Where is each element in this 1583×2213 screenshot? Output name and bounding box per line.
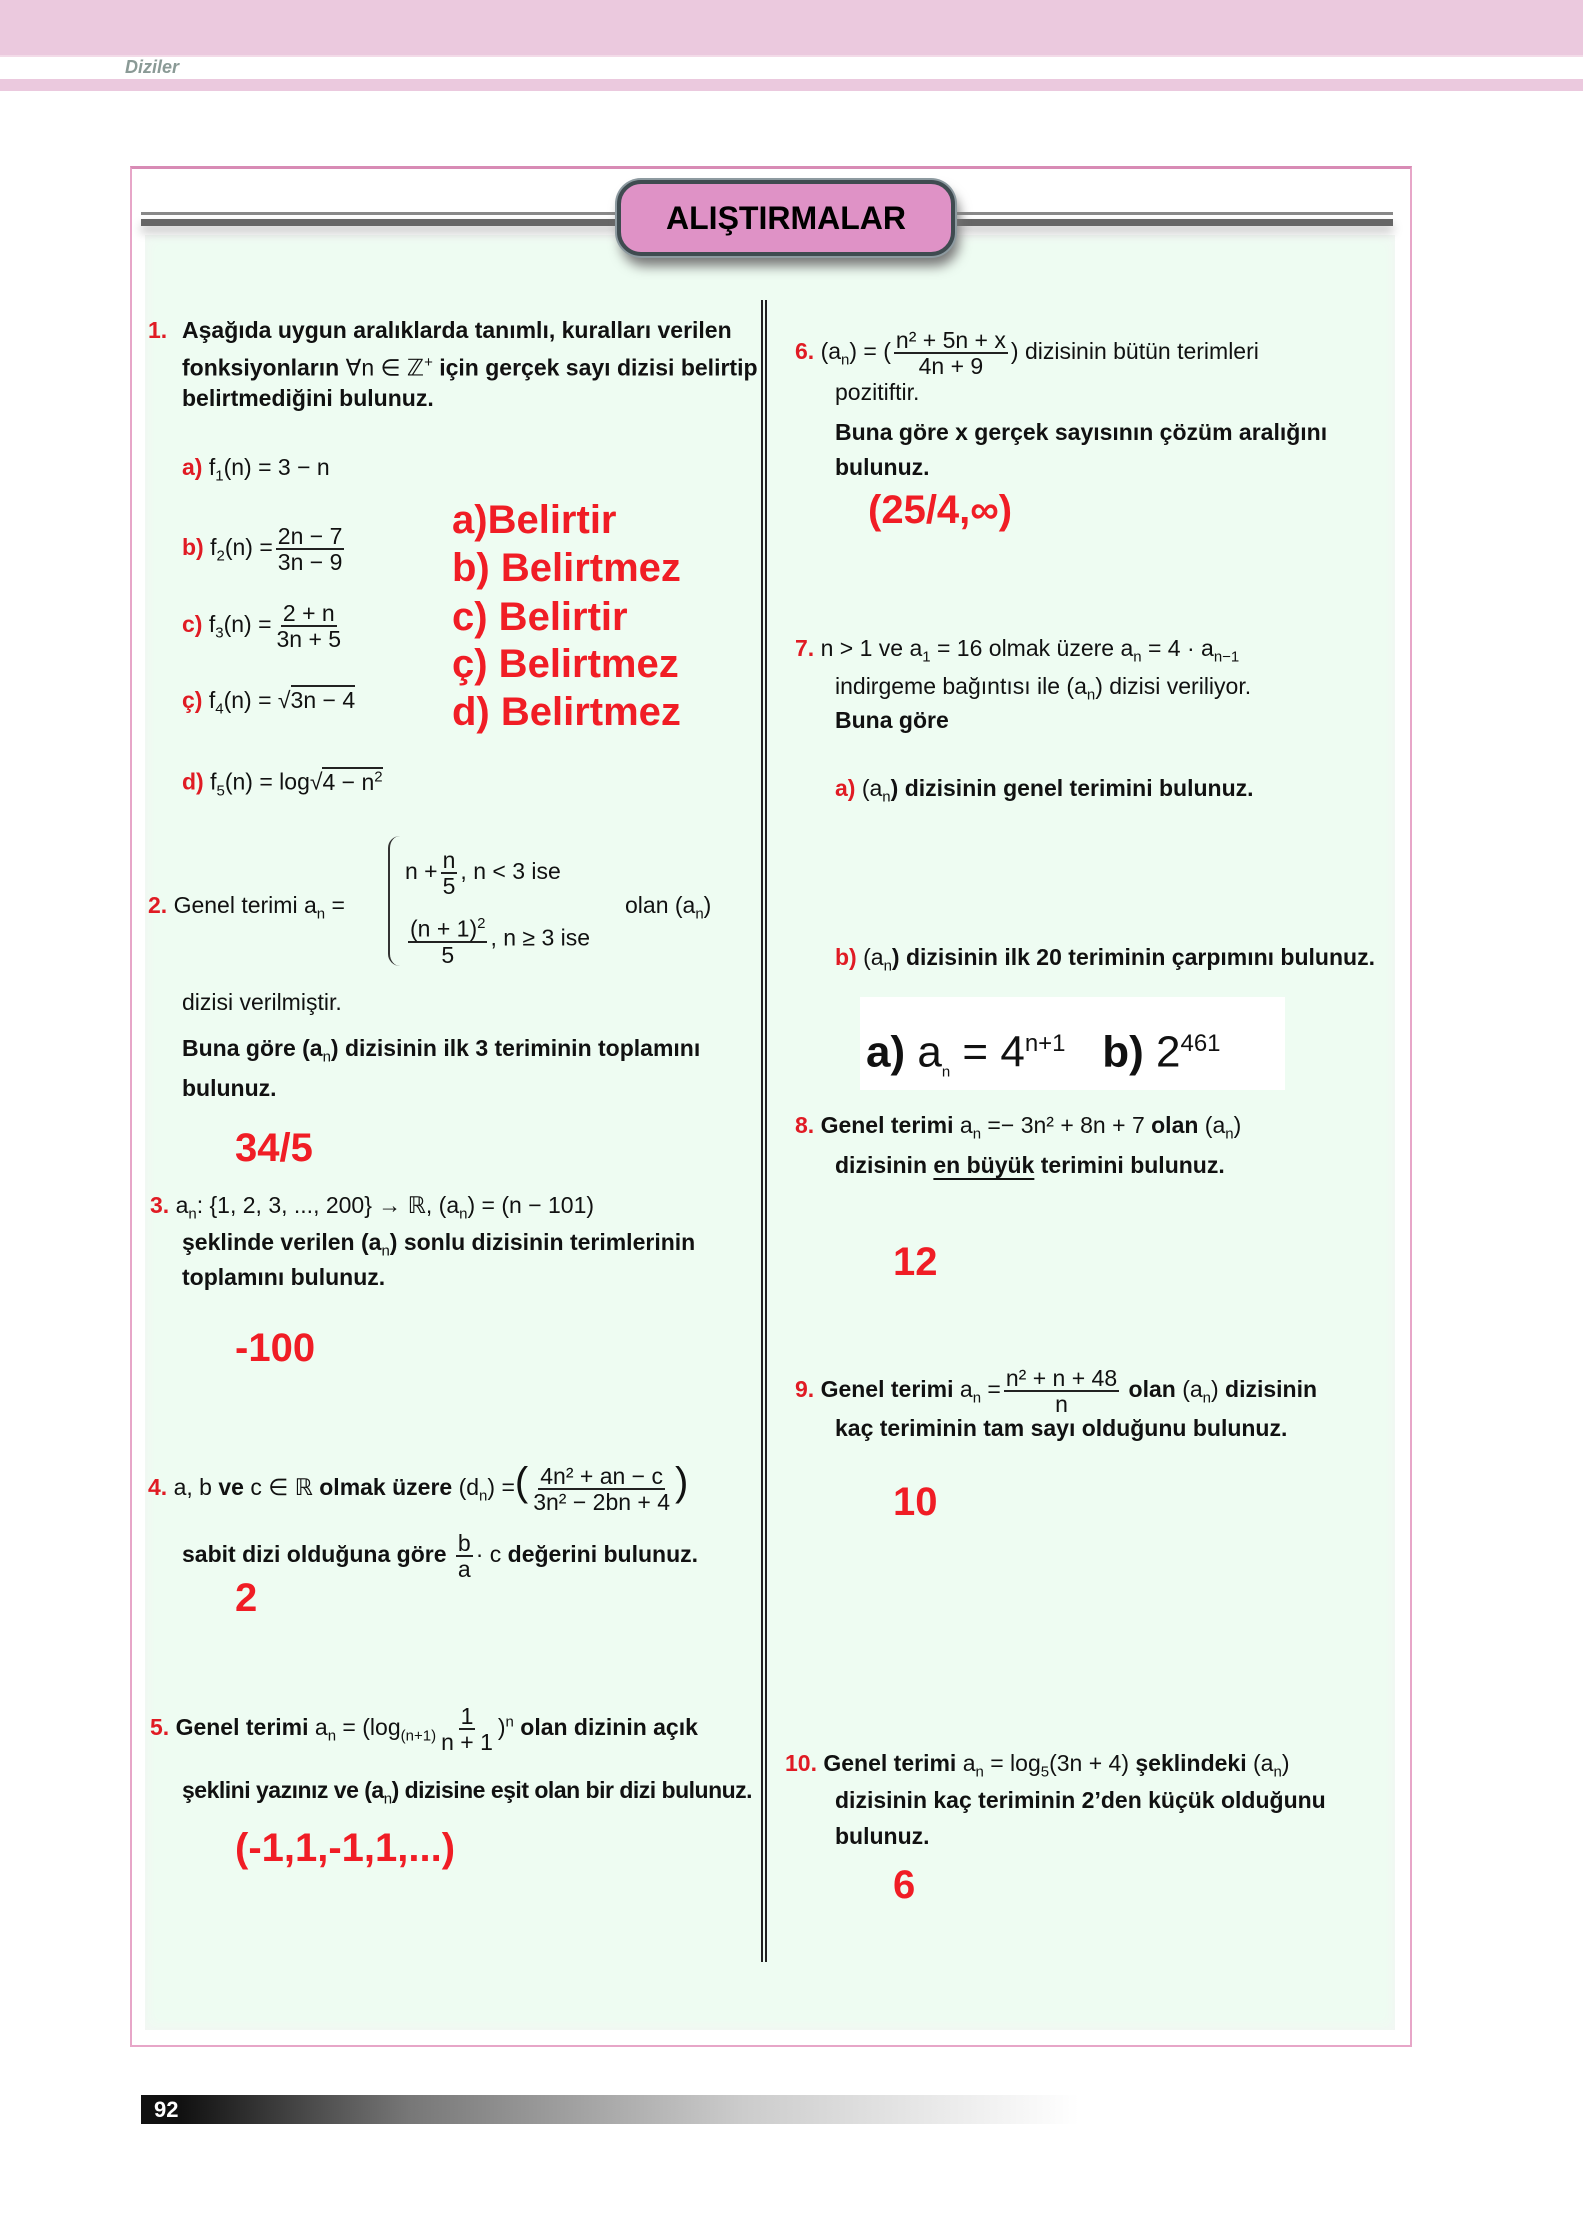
top-band — [0, 0, 1583, 57]
page-footer — [141, 2095, 1481, 2124]
fraction: $\frac{2 + n}{3n + 5}$ — [276, 600, 342, 652]
answer-7-box: a) $a_n = 4^{n+1}$ b) $2^{461}$ — [860, 997, 1285, 1090]
fraction: $\frac{2n - 7}{3n - 9}$ — [277, 523, 343, 575]
q1-item-c-cedilla: ç) $f_4(n) = √3n - 4$ — [182, 687, 356, 718]
answer-8: 12 — [893, 1240, 938, 1284]
piecewise-brace — [388, 836, 400, 966]
q1-line1: Aşağıda uygun aralıklarda tanımlı, kuralları verilen — [182, 317, 732, 343]
answer-1c-cedilla: ç) Belirtmez — [452, 642, 679, 686]
answer-3: -100 — [235, 1326, 316, 1370]
answer-1d: d) Belirtmez — [452, 690, 681, 734]
answer-4: 2 — [235, 1576, 258, 1620]
answer-2: 34/5 — [235, 1126, 313, 1170]
q1-line2: fonksiyonların ∀n ∈ ℤ+ için gerçek sayı dizisi belirtip — [182, 354, 758, 381]
column-divider — [761, 300, 767, 1962]
page-number: 92 — [154, 2097, 179, 2122]
q1-item-b: b) $f_2(n)$ = $\frac{2n - 7}{3n - 9}$ — [182, 523, 343, 575]
chapter-title: Diziler — [125, 57, 180, 77]
answer-5: (-1,1,-1,1,...) — [235, 1826, 456, 1870]
section-title-badge: ALIŞTIRMALAR — [617, 180, 955, 256]
answer-1b: b) Belirtmez — [452, 546, 681, 590]
answer-9: 10 — [893, 1480, 938, 1524]
q1-item-c: c) $f_3(n)$ = $\frac{2 + n}{3n + 5}$ — [182, 600, 342, 652]
q1-item-d: d) $f_5(n) = \log√4 - n^2$ — [182, 768, 383, 800]
q1-line3: belirtmediğini bulunuz. — [182, 385, 434, 411]
answer-10: 6 — [893, 1863, 916, 1907]
answer-1a: a)Belirtir — [452, 498, 617, 542]
q1-item-a: a) $f_1(n) = 3 - n$ — [182, 454, 330, 485]
answer-1c: c) Belirtir — [452, 595, 628, 639]
answer-6: (25/4,∞) — [868, 488, 1013, 532]
case-2: $\frac{(n + 1)^2}{5}$ , n ≥ 3 ise — [405, 912, 590, 967]
header-stripe — [0, 79, 1583, 91]
question-number: 1. — [148, 317, 168, 343]
case-1: n + $\frac{n}{5}$ , n < 3 ise — [405, 847, 561, 899]
